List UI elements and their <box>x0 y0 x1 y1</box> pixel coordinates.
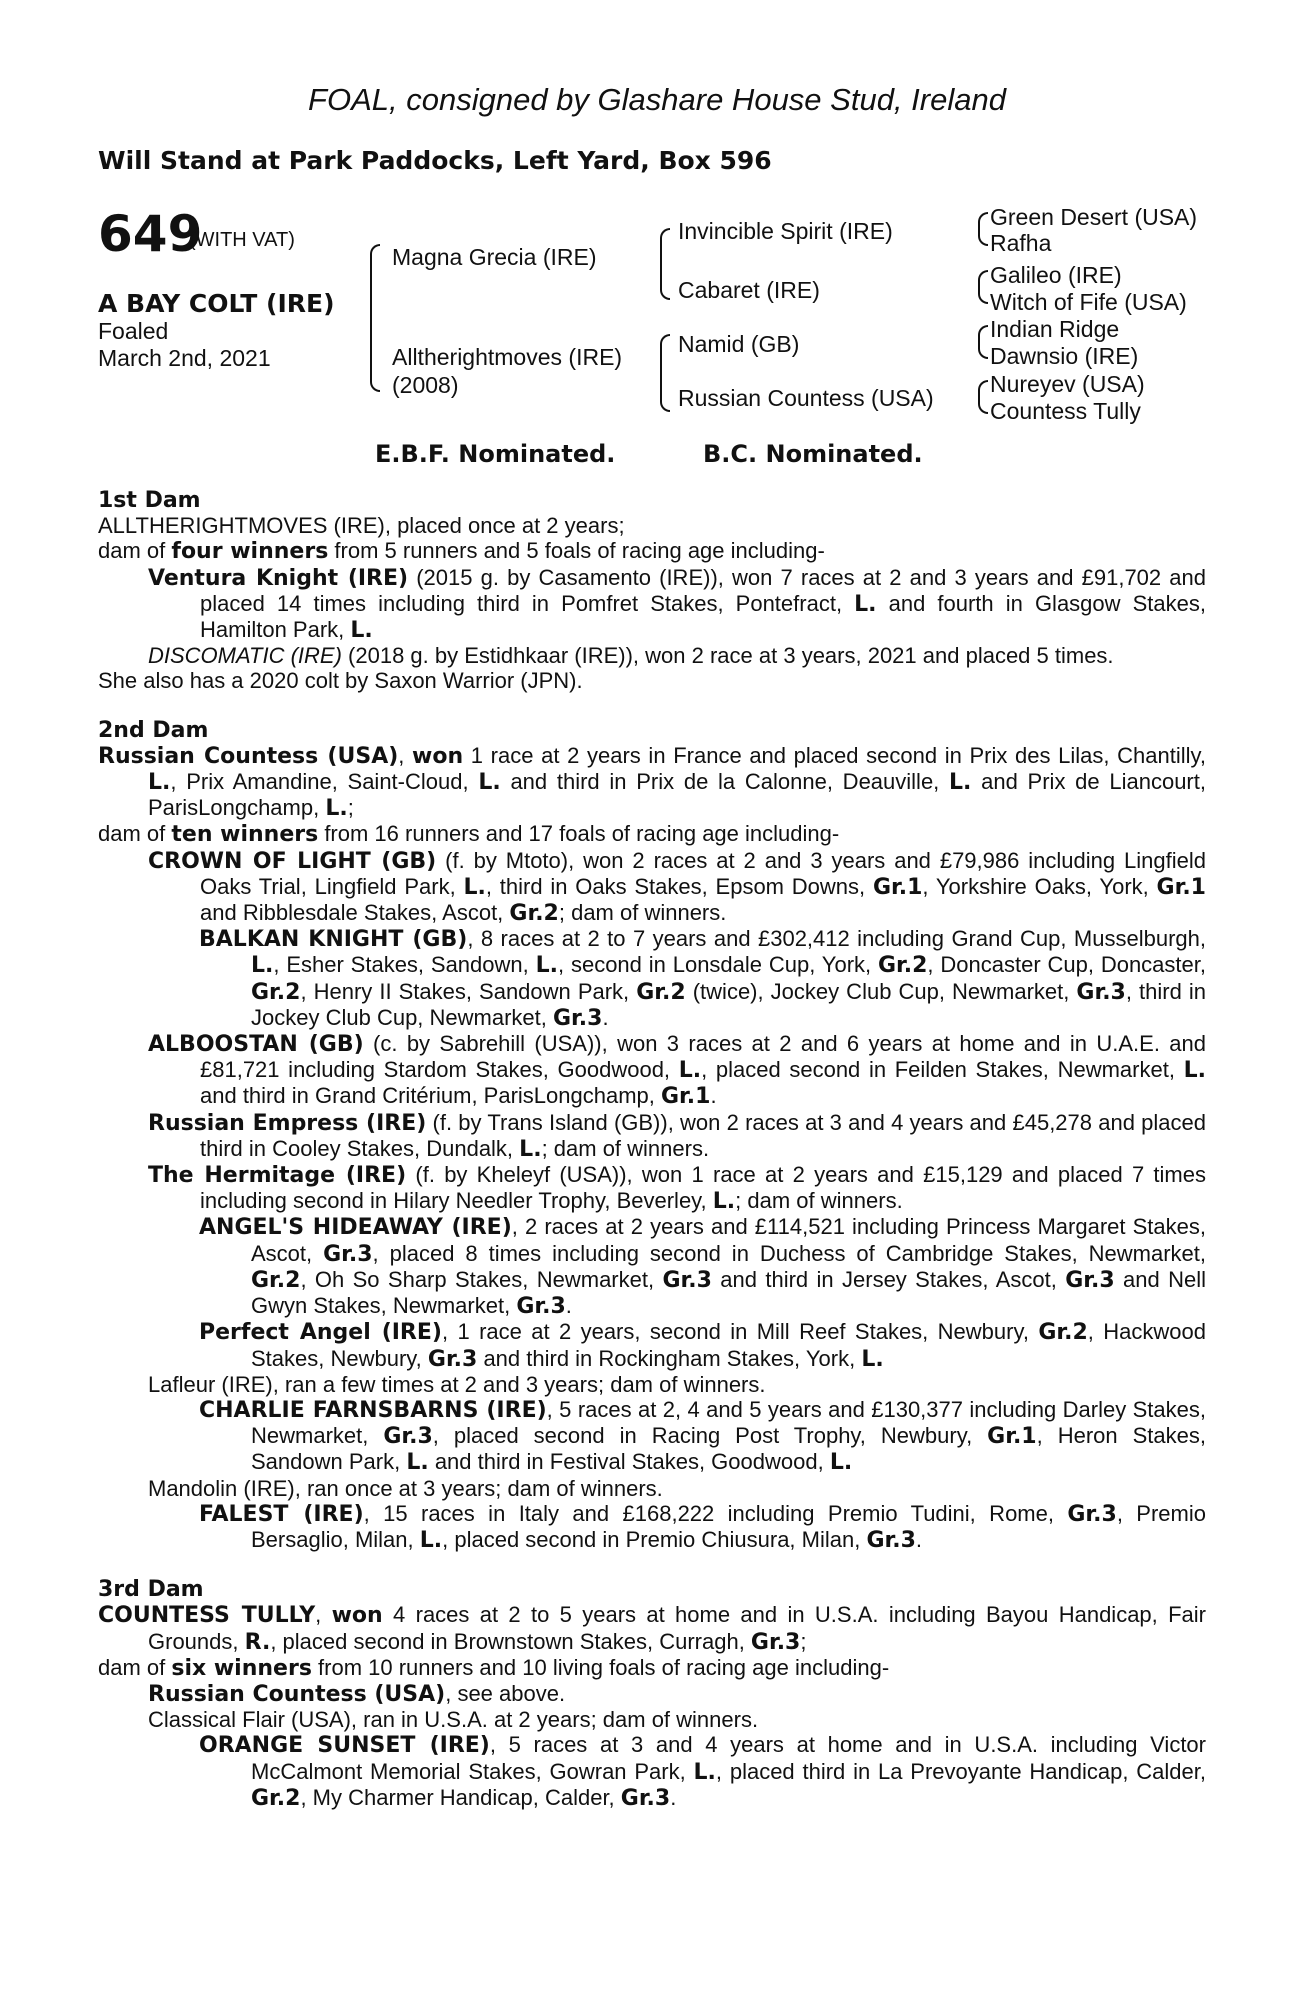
produce-balkan-knight: BALKAN KNIGHT (GB), 8 races at 2 to 7 years and £302,412 including Grand Cup, Musselburgh, L., Esher Stakes, Sandown, L., second in Lonsdale Cup, York, Gr.2, Doncaster Cup, Doncaster, Gr.2, Henry II Stakes, Sandown Park, Gr.2 (twice), Jockey Club Cup, Newmarket, Gr.3, third in Jockey Club Cup, Newmarket, Gr.3. <box>199 926 1206 1031</box>
pedigree-dd-sire: Nureyev (USA) <box>990 371 1145 397</box>
produce-angels-hideaway: ANGEL'S HIDEAWAY (IRE), 2 races at 2 years and £114,521 including Princess Margaret Stakes, Ascot, Gr.3, placed 8 times including second in Duchess of Cambridge Stakes, Newmarket, Gr.2, Oh So Sharp Stakes, Newmarket, Gr.3 and third in Jersey Stakes, Ascot, Gr.3 and Nell Gwyn Stakes, Newmarket, Gr.3. <box>199 1214 1207 1320</box>
first-dam-also: She also has a 2020 colt by Saxon Warrior (JPN). <box>98 668 583 694</box>
ebf-nominated: E.B.F. Nominated. <box>375 440 616 468</box>
lot-number: 649 <box>98 205 203 263</box>
third-dam-produce-summary: dam of six winners from 10 runners and 10 living foals of racing age including- <box>98 1654 890 1681</box>
third-dam-intro: COUNTESS TULLY, won 4 races at 2 to 5 years at home and in U.S.A. including Bayou Handicap, Fair Grounds, R., placed second in Brownstown Stakes, Curragh, Gr.3; <box>98 1602 1206 1655</box>
pedigree-dam-dam: Russian Countess (USA) <box>678 385 934 411</box>
pedigree-dam-sire: Namid (GB) <box>678 331 800 357</box>
catalogue-body <box>98 488 1206 1811</box>
pedigree-dd-dam: Countess Tully <box>990 398 1141 424</box>
produce-falest: FALEST (IRE), 15 races in Italy and £168,222 including Premio Tudini, Rome, Gr.3, Premio Bersaglio, Milan, L., placed second in Premio Chiusura, Milan, Gr.3. <box>199 1500 1206 1553</box>
pedigree-sire: Magna Grecia (IRE) <box>392 244 597 270</box>
lot-description: A BAY COLT (IRE) <box>98 289 335 318</box>
pedigree-sire-dam: Cabaret (IRE) <box>678 277 820 303</box>
pedigree-brace-ss <box>978 212 988 246</box>
pedigree-dam: Alltherightmoves (IRE) <box>392 344 623 370</box>
produce-perfect-angel: Perfect Angel (IRE), 1 race at 2 years, second in Mill Reef Stakes, Newbury, Gr.2, Hackwood Stakes, Newbury, Gr.3 and third in Rockingham Stakes, York, L. <box>199 1319 1206 1372</box>
produce-alboostan: ALBOOSTAN (GB) (c. by Sabrehill (USA)), won 3 races at 2 and 6 years at home and in U.A.E. and £81,721 including Stardom Stakes, Goodwood, L., placed second in Feilden Stakes, Newmarket, L. and third in Grand Critérium, ParisLongchamp, Gr.1. <box>148 1031 1206 1110</box>
bc-nominated: B.C. Nominated. <box>703 440 923 468</box>
second-dam-produce-summary: dam of ten winners from 16 runners and 17 foals of racing age including- <box>98 821 840 848</box>
third-dam-heading: 3rd Dam <box>98 1577 204 1603</box>
first-dam-produce-summary: dam of four winners from 5 runners and 5 foals of racing age including- <box>98 538 825 565</box>
produce-ventura-knight: Ventura Knight (IRE) (2015 g. by Casamento (IRE)), won 7 races at 2 and 3 years and £91,702 and placed 14 times including third in Pomfret Stakes, Pontefract, L. and fourth in Glasgow Stakes, Hamilton Park, L. <box>148 564 1206 644</box>
pedigree-sd-dam: Witch of Fife (USA) <box>990 289 1187 315</box>
stand-location: Will Stand at Park Paddocks, Left Yard, Box 596 <box>98 146 772 175</box>
pedigree-ss-dam: Rafha <box>990 230 1052 256</box>
foaled-info <box>98 318 271 372</box>
first-dam-intro: ALLTHERIGHTMOVES (IRE), placed once at 2 years; <box>98 513 625 539</box>
produce-classical-flair: Classical Flair (USA), ran in U.S.A. at 2 years; dam of winners. <box>148 1707 759 1733</box>
produce-discomatic: DISCOMATIC (IRE) (2018 g. by Estidhkaar (IRE)), won 2 race at 3 years, 2021 and placed 5 times. <box>148 643 1114 669</box>
pedigree-brace-dd <box>978 380 988 414</box>
produce-lafleur: Lafleur (IRE), ran a few times at 2 and 3 years; dam of winners. <box>148 1371 766 1397</box>
pedigree-ds-dam: Dawnsio (IRE) <box>990 343 1139 369</box>
foaled-date: March 2nd, 2021 <box>98 345 271 371</box>
pedigree-sire-sire: Invincible Spirit (IRE) <box>678 218 893 244</box>
pedigree-sd-sire: Galileo (IRE) <box>990 262 1122 288</box>
consignment-title: FOAL, consigned by Glashare House Stud, Ireland <box>308 82 1006 117</box>
produce-orange-sunset: ORANGE SUNSET (IRE), 5 races at 3 and 4 years at home and in U.S.A. including Victor McCalmont Memorial Stakes, Gowran Park, L., placed third in La Prevoyante Handicap, Calder, Gr.2, My Charmer Handicap, Calder, Gr.3. <box>199 1732 1206 1811</box>
produce-the-hermitage: The Hermitage (IRE) (f. by Kheleyf (USA)), won 1 race at 2 years and £15,129 and placed 7 times including second in Hilary Needler Trophy, Beverley, L.; dam of winners. <box>148 1162 1206 1215</box>
pedigree-brace-dam <box>660 334 670 412</box>
pedigree-ss-sire: Green Desert (USA) <box>990 204 1198 230</box>
first-dam-heading: 1st Dam <box>98 488 201 513</box>
produce-charlie-farnsbarns: CHARLIE FARNSBARNS (IRE), 5 races at 2, 4 and 5 years and £130,377 including Darley Stakes, Newmarket, Gr.3, placed second in Racing Post Trophy, Newbury, Gr.1, Heron Stakes, Sandown Park, L. and third in Festival Stakes, Goodwood, L. <box>199 1396 1206 1476</box>
second-dam-heading: 2nd Dam <box>98 717 209 743</box>
vat-note: (WITH VAT) <box>189 229 295 251</box>
produce-crown-of-light: CROWN OF LIGHT (GB) (f. by Mtoto), won 2 races at 2 and 3 years and £79,986 including Lingfield Oaks Trial, Lingfield Park, L., third in Oaks Stakes, Epsom Downs, Gr.1, Yorkshire Oaks, York, Gr.1 and Ribblesdale Stakes, Ascot, Gr.2; dam of winners. <box>148 847 1206 927</box>
pedigree-brace-main <box>370 244 380 392</box>
pedigree-ds-sire: Indian Ridge <box>990 316 1120 342</box>
pedigree-brace-sire <box>660 228 670 300</box>
produce-russian-countess: Russian Countess (USA), see above. <box>148 1680 566 1707</box>
pedigree-dam-year: (2008) <box>392 372 459 398</box>
second-dam-intro: Russian Countess (USA), won 1 race at 2 years in France and placed second in Prix des Lilas, Chantilly, L., Prix Amandine, Saint-Cloud, L. and third in Prix de la Calonne, Deauville, L. and Prix de Liancourt, ParisLongchamp, L.; <box>98 742 1206 822</box>
pedigree-brace-ds <box>978 325 988 359</box>
pedigree-brace-sd <box>978 270 988 304</box>
produce-russian-empress: Russian Empress (IRE) (f. by Trans Island (GB)), won 2 races at 3 and 4 years and £45,278 and placed third in Cooley Stakes, Dundalk, L.; dam of winners. <box>148 1109 1206 1162</box>
produce-mandolin: Mandolin (IRE), ran once at 3 years; dam of winners. <box>148 1475 663 1501</box>
foaled-label: Foaled <box>98 318 169 344</box>
